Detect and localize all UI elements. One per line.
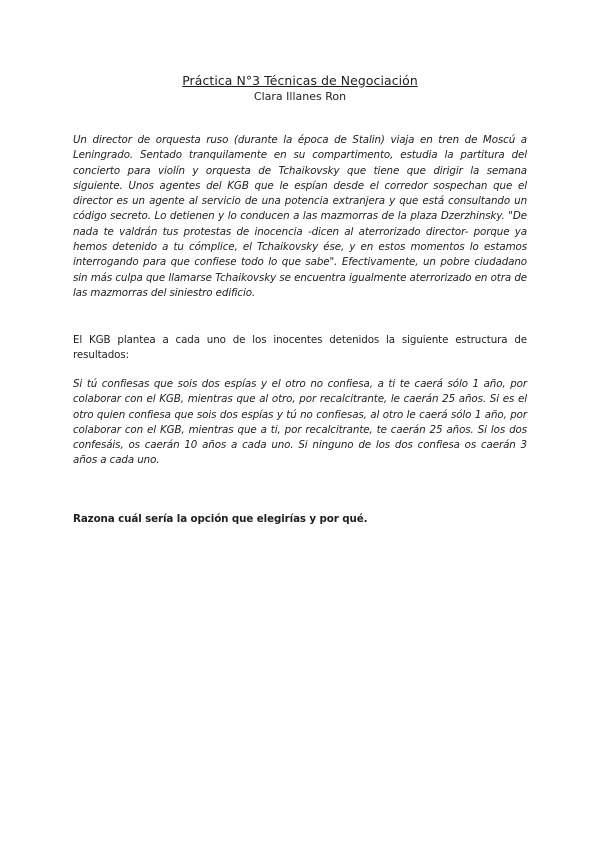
story-paragraph: Un director de orquesta ruso (durante la época de Stalin) viaja en tren de Moscú a Leningrado. Sentado tranquilamente en su compartimento, estudia la partitura del concierto para violín y orquesta de Tchaikovsky que tiene que dirigir la semana siguiente. Unos agentes del KGB que le espían desde el corredor sospechan que el director es un agente al servicio de una potencia extranjera y que está consultando un código secreto. Lo detienen y lo conducen a las mazmorras de la plaza Dzerzhinsky. "De nada te valdrán tus protestas de inocencia -dicen al aterrorizado director- porque ya hemos detenido a tu cómplice, el Tchaikovsky ése, y en estos momentos lo estamos interrogando para que confiese todo lo que sabe". Efectivamente, un pobre ciudadano sin más culpa que llamarse Tchaikovsky se encuentra igualmente aterrorizado en otra de las mazmorras del siniestro edificio. [73,134,527,299]
outcomes-paragraph: Si tú confiesas que sois dos espías y el otro no confiesa, a ti te caerá sólo 1 año, por colaborar con el KGB, mientras que al otro, por recalcitrante, le caerán 25 años. Si es el otro quien confiesa que sois dos espías y tú no confiesas, al otro le caerá sólo 1 año, por colaborar con el KGB, mientras que a ti, por recalcitrante, te caerán 25 años. Si los dos confesáis, os caerán 10 años a cada uno. Si ninguno de los dos confiesa os caerán 3 años a cada uno. [73,378,527,467]
document-title: Práctica N°3 Técnicas de Negociación [182,73,418,88]
question-paragraph: Razona cuál sería la opción que elegirías y por qué. [73,513,368,525]
document-author: Clara Illanes Ron [253,90,347,103]
kgb-intro-paragraph: El KGB plantea a cada uno de los inocentes detenidos la siguiente estructura de resultados: [73,334,527,362]
